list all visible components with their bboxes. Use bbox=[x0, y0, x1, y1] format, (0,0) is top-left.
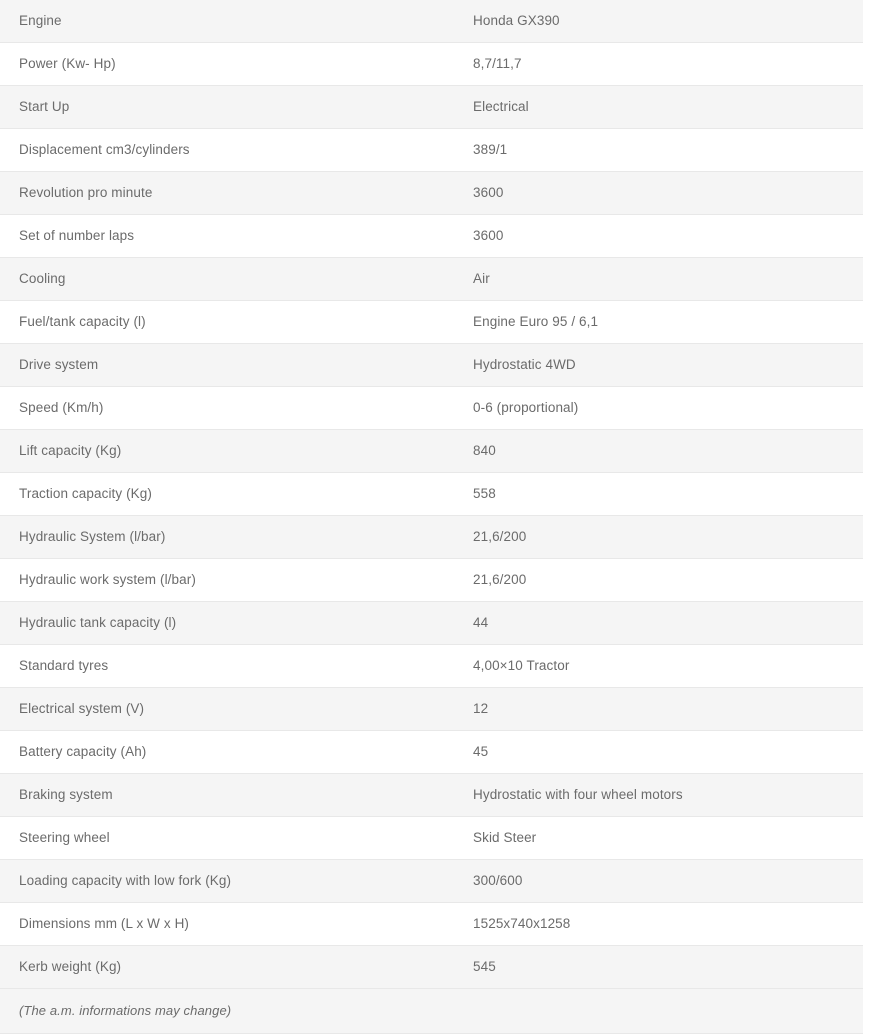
spec-value: 21,6/200 bbox=[473, 572, 527, 587]
spec-label: Speed (Km/h) bbox=[19, 400, 104, 415]
spec-label: Kerb weight (Kg) bbox=[19, 959, 122, 974]
spec-value: 3600 bbox=[473, 228, 504, 243]
spec-label: Displacement cm3/cylinders bbox=[19, 142, 190, 157]
table-row bbox=[0, 215, 863, 258]
table-row bbox=[0, 774, 863, 817]
table-row bbox=[0, 129, 863, 172]
table-row bbox=[0, 387, 863, 430]
spec-value: 3600 bbox=[473, 185, 504, 200]
table-note-row bbox=[0, 989, 863, 1034]
table-row bbox=[0, 860, 863, 903]
spec-label: Dimensions mm (L x W x H) bbox=[19, 916, 190, 931]
table-row bbox=[0, 258, 863, 301]
spec-label: Fuel/tank capacity (l) bbox=[19, 314, 146, 329]
spec-value: Honda GX390 bbox=[473, 13, 560, 28]
spec-label: Loading capacity with low fork (Kg) bbox=[19, 873, 232, 888]
table-row bbox=[0, 602, 863, 645]
spec-label: Start Up bbox=[19, 99, 70, 114]
table-row bbox=[0, 946, 863, 989]
table-row bbox=[0, 645, 863, 688]
spec-label: Hydraulic tank capacity (l) bbox=[19, 615, 177, 630]
spec-value: 389/1 bbox=[473, 142, 508, 157]
spec-value: 0-6 (proportional) bbox=[473, 400, 579, 415]
spec-value: 558 bbox=[473, 486, 496, 501]
table-row bbox=[0, 344, 863, 387]
spec-label: Lift capacity (Kg) bbox=[19, 443, 122, 458]
spec-label: Engine bbox=[19, 13, 62, 28]
table-row bbox=[0, 86, 863, 129]
spec-value: Hydrostatic with four wheel motors bbox=[473, 787, 683, 802]
spec-label: Drive system bbox=[19, 357, 99, 372]
spec-value: Skid Steer bbox=[473, 830, 537, 845]
spec-label: Power (Kw- Hp) bbox=[19, 56, 116, 71]
spec-label: Standard tyres bbox=[19, 658, 109, 673]
table-row bbox=[0, 731, 863, 774]
spec-label: Traction capacity (Kg) bbox=[19, 486, 152, 501]
spec-value: 840 bbox=[473, 443, 496, 458]
spec-value: Electrical bbox=[473, 99, 529, 114]
spec-value: 300/600 bbox=[473, 873, 523, 888]
table-row bbox=[0, 516, 863, 559]
spec-label: Electrical system (V) bbox=[19, 701, 145, 716]
spec-value: 545 bbox=[473, 959, 496, 974]
spec-value: Air bbox=[473, 271, 490, 286]
spec-label: Set of number laps bbox=[19, 228, 135, 243]
table-row bbox=[0, 0, 863, 43]
spec-value: 44 bbox=[473, 615, 489, 630]
table-note: (The a.m. informations may change) bbox=[19, 1003, 232, 1018]
table-row bbox=[0, 903, 863, 946]
spec-value: Engine Euro 95 / 6,1 bbox=[473, 314, 599, 329]
spec-value: 21,6/200 bbox=[473, 529, 527, 544]
spec-label: Revolution pro minute bbox=[19, 185, 153, 200]
table-row bbox=[0, 688, 863, 731]
spec-label: Hydraulic System (l/bar) bbox=[19, 529, 166, 544]
table-row bbox=[0, 559, 863, 602]
spec-label: Braking system bbox=[19, 787, 113, 802]
spec-value: 4,00×10 Tractor bbox=[473, 658, 570, 673]
table-row bbox=[0, 301, 863, 344]
spec-label: Steering wheel bbox=[19, 830, 110, 845]
spec-value: Hydrostatic 4WD bbox=[473, 357, 576, 372]
table-note-filler bbox=[455, 989, 863, 1034]
table-row bbox=[0, 430, 863, 473]
table-row bbox=[0, 172, 863, 215]
spec-value: 8,7/11,7 bbox=[473, 56, 522, 71]
spec-value: 1525x740x1258 bbox=[473, 916, 571, 931]
table-row bbox=[0, 43, 863, 86]
table-row bbox=[0, 473, 863, 516]
spec-label: Cooling bbox=[19, 271, 66, 286]
spec-label: Hydraulic work system (l/bar) bbox=[19, 572, 196, 587]
spec-value: 45 bbox=[473, 744, 489, 759]
table-row bbox=[0, 817, 863, 860]
spec-label: Battery capacity (Ah) bbox=[19, 744, 147, 759]
spec-value: 12 bbox=[473, 701, 489, 716]
